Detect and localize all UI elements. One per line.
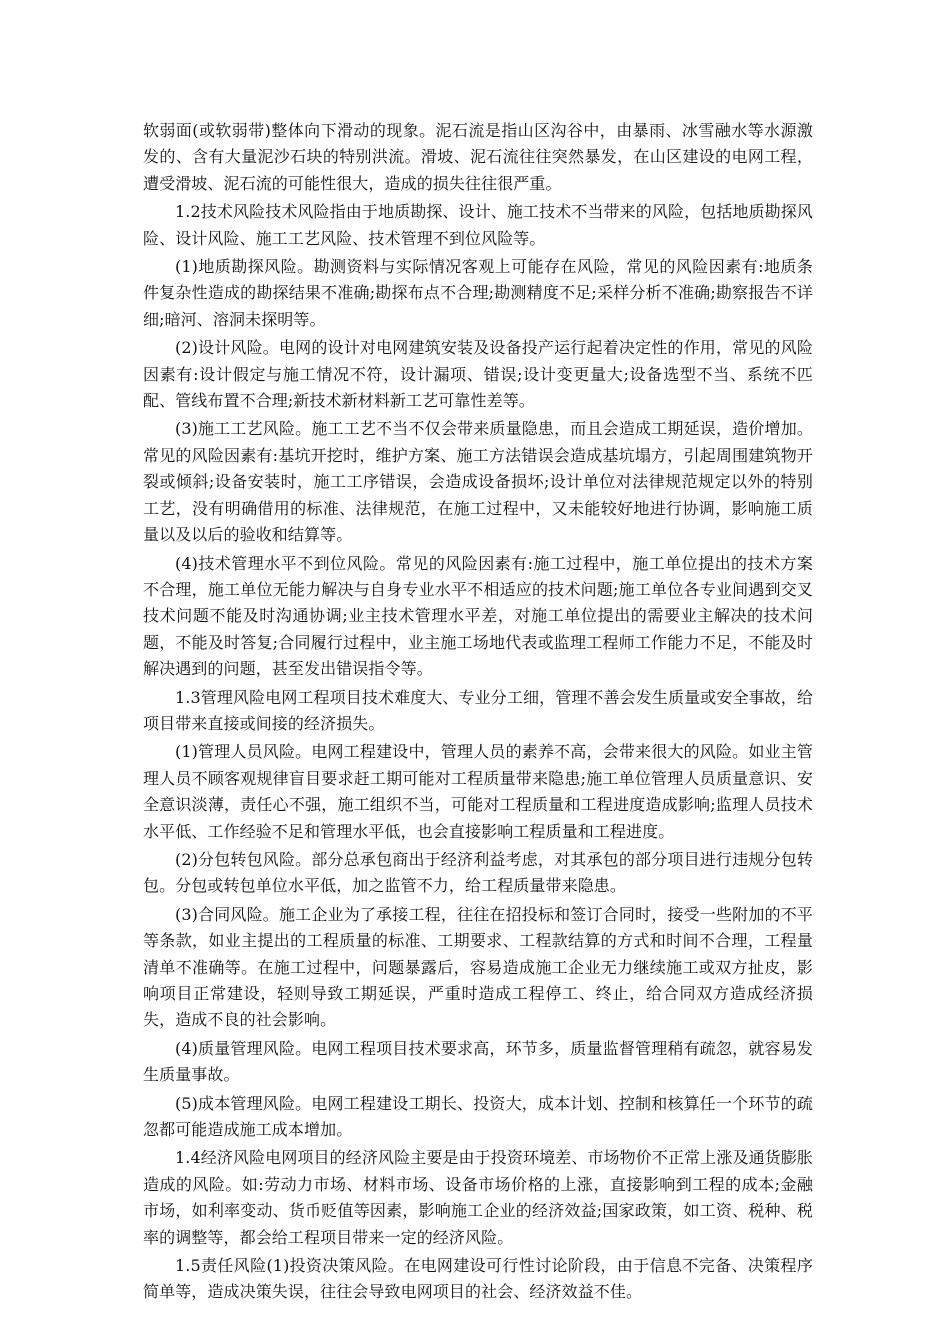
paragraph-technical-management-risk: (4)技术管理水平不到位风险。常见的风险因素有:施工过程中，施工单位提出的技术方案不合理，施工单位无能力解决与自身专业水平不相适应的技术问题;施工单位各专业间遇到交叉技术问题不能及时沟通协调;业主技术管理水平差，对施工单位提出的需要业主解决的技术问题，不能及时答复;合同履行过程中，业主施工场地代表或监理工程师工作能力不足，不能及时解决遇到的问题，甚至发出错误指令等。 [143, 553, 813, 679]
paragraph-contract-risk: (3)合同风险。施工企业为了承接工程，往往在招投标和签订合同时，接受一些附加的不平等条款，如业主提出的工程质量的标准、工期要求、工程款结算的方式和时间不合理，工程量清单不准确等。在施工过程中，问题暴露后，容易造成施工企业无力继续施工或双方扯皮，影响项目正常建设，轻则导致工期延误，严重时造成工程停工、终止，给合同双方造成经济损失，造成不良的社会影响。 [143, 904, 813, 1030]
paragraph-personnel-risk: (1)管理人员风险。电网工程建设中，管理人员的素养不高，会带来很大的风险。如业主管理人员不顾客观规律盲目要求赶工期可能对工程质量带来隐患;施工单位管理人员质量意识、安全意识淡薄，责任心不强，施工组织不当，可能对工程质量和工程进度造成影响;监理人员技术水平低、工作经验不足和管理水平低，也会直接影响工程质量和工程进度。 [143, 742, 813, 841]
paragraph-geological-survey-risk: (1)地质勘探风险。勘测资料与实际情况客观上可能存在风险，常见的风险因素有:地质条件复杂性造成的勘探结果不准确;勘探布点不合理;勘测精度不足;采样分析不准确;勘察报告不详细;暗河、溶洞未探明等。 [143, 257, 813, 329]
paragraph-construction-process-risk: (3)施工工艺风险。施工工艺不当不仅会带来质量隐患，而且会造成工期延误，造价增加。常见的风险因素有:基坑开挖时，维护方案、施工方法错误会造成基坑塌方，引起周围建筑物开裂或倾斜;设备安装时，施工工序错误，会造成设备损坏;设计单位对法律规范规定以外的特别工艺，没有明确借用的标准、法律规范，在施工过程中，又未能较好地进行协调，影响施工质量以及以后的验收和结算等。 [143, 419, 813, 545]
paragraph-economic-risk: 1.4经济风险电网项目的经济风险主要是由于投资环境差、市场物价不正常上涨及通货膨胀造成的风险。如:劳动力市场、材料市场、设备市场价格的上涨，直接影响到工程的成本;金融市场，如利率变动、货币贬值等因素，影响施工企业的经济效益;国家政策，如工资、税种、税率的调整等，都会给工程项目带来一定的经济风险。 [143, 1148, 813, 1247]
paragraph-management-risk: 1.3管理风险电网工程项目技术难度大、专业分工细，管理不善会发生质量或安全事故，给项目带来直接或间接的经济损失。 [143, 687, 813, 733]
paragraph-design-risk: (2)设计风险。电网的设计对电网建筑安装及设备投产运行起着决定性的作用，常见的风险因素有:设计假定与施工情况不符，设计漏项、错误;设计变更量大;设备选型不当、系统不匹配、管线布置不合理;新技术新材料新工艺可靠性差等。 [143, 338, 813, 411]
paragraph-landslide-continued: 软弱面(或软弱带)整体向下滑动的现象。泥石流是指山区沟谷中，由暴雨、冰雪融水等水源激发的、含有大量泥沙石块的特别洪流。滑坡、泥石流往往突然暴发，在山区建设的电网工程，遭受滑坡、泥石流的可能性很大，造成的损失往往很严重。 [143, 121, 813, 193]
paragraph-quality-management-risk: (4)质量管理风险。电网工程项目技术要求高，环节多，质量监督管理稍有疏忽，就容易发生质量事故。 [143, 1038, 813, 1085]
paragraph-subcontract-risk: (2)分包转包风险。部分总承包商出于经济利益考虑，对其承包的部分项目进行违规分包转包。分包或转包单位水平低，加之监管不力，给工程质量带来隐患。 [143, 849, 813, 896]
paragraph-technical-risk: 1.2技术风险技术风险指由于地质勘探、设计、施工技术不当带来的风险，包括地质勘探风险、设计风险、施工工艺风险、技术管理不到位风险等。 [143, 202, 813, 248]
paragraph-cost-management-risk: (5)成本管理风险。电网工程建设工期长、投资大，成本计划、控制和核算任一个环节的疏忽都可能造成施工成本增加。 [143, 1093, 813, 1140]
document-page [143, 118, 813, 1306]
paragraph-responsibility-risk: 1.5责任风险(1)投资决策风险。在电网建设可行性讨论阶段，由于信息不完备、决策程序简单等，造成决策失误，往往会导致电网项目的社会、经济效益不佳。 [143, 1256, 813, 1302]
